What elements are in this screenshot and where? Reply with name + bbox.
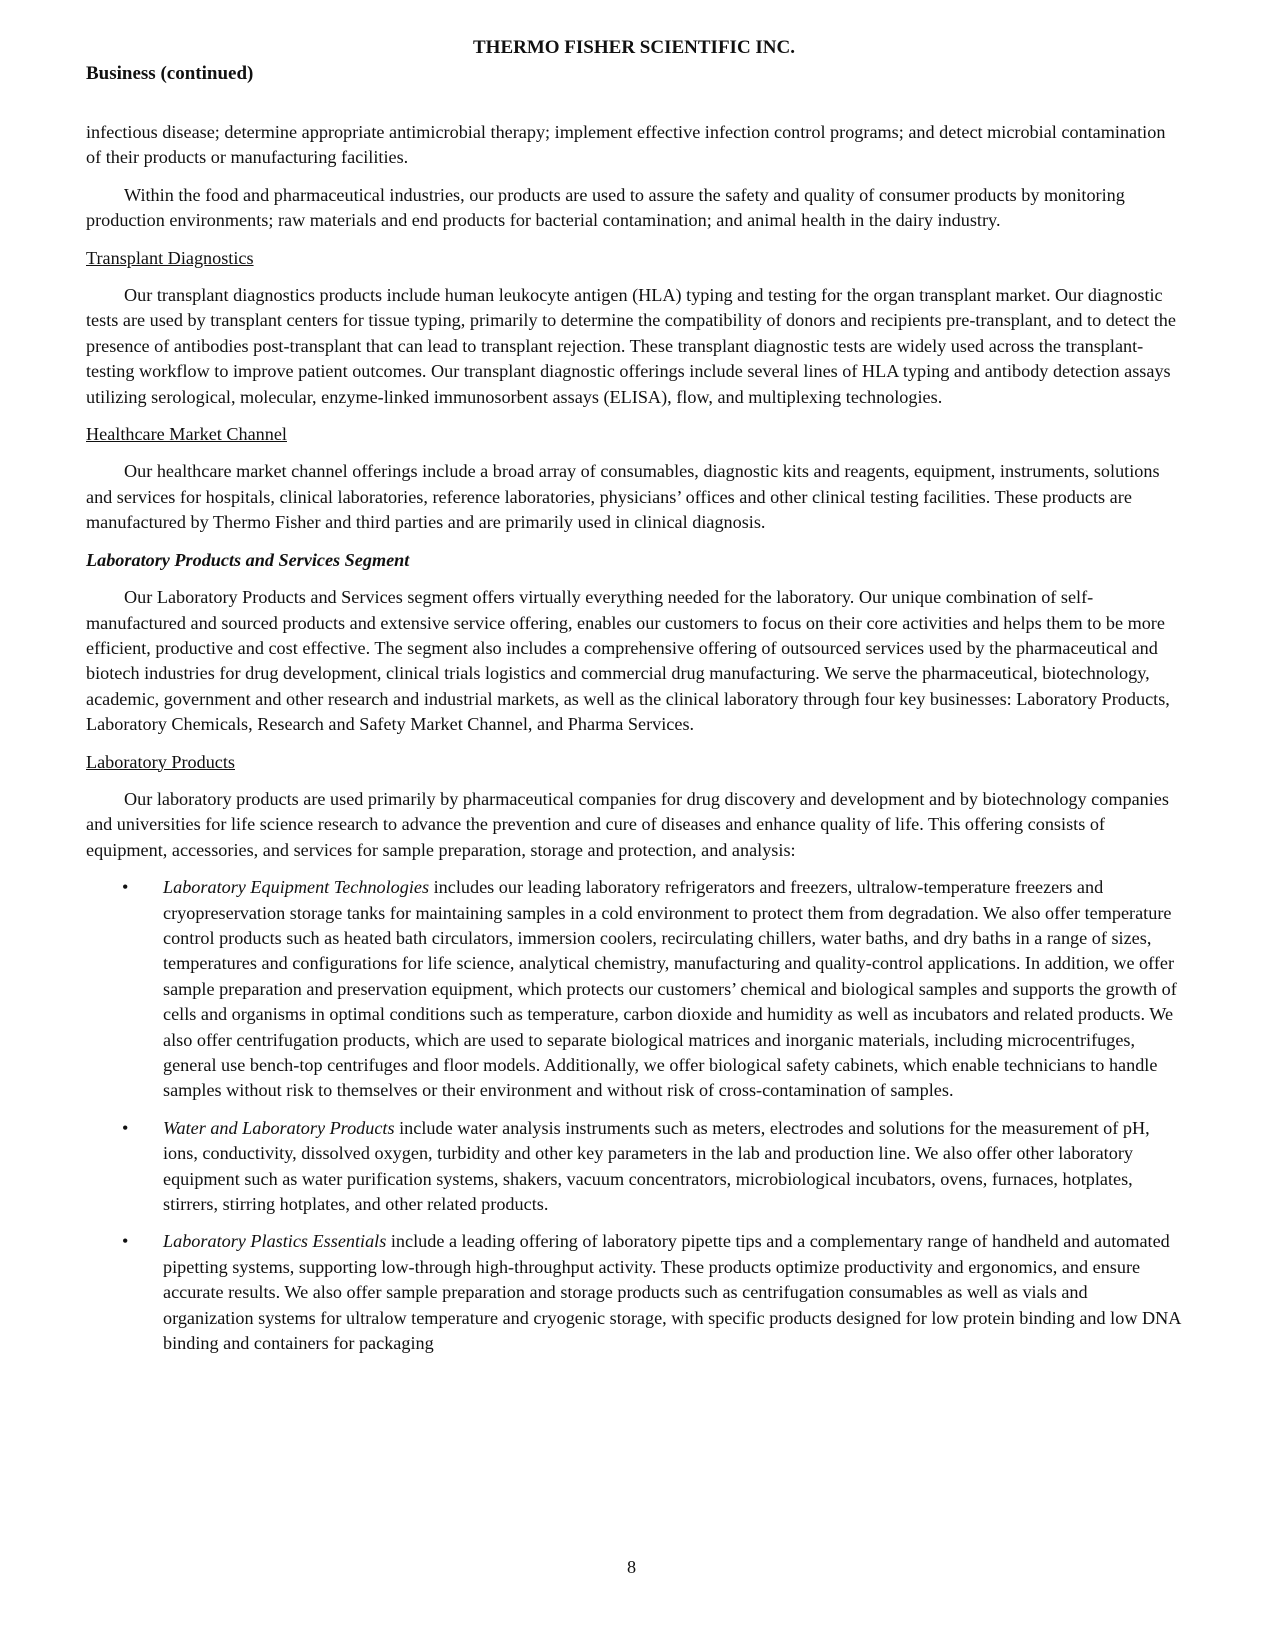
bullet-item-text: includes our leading laboratory refrigerators and freezers, ultralow-temperature freezers and cryopreservation storage tanks for maintaining samples in a cold environment to protect them from degradation. We also offer temperature control products such as heated bath circulators, immersion coolers, recirculating chillers, water baths, and dry baths in a range of sizes, temperatures and configurations for life science, analytical chemistry, manufacturing and quality-control applications. In addition, we offer sample preparation and preservation equipment, which protects our customers’ chemical and biological samples and supports the growth of cells and organisms in optimal conditions such as temperature, carbon dioxide and humidity as well as incubators and related products. We also offer centrifugation products, which are used to separate biological matrices and inorganic materials, including microcentrifuges, general use bench-top centrifuges and floor models. Additionally, we offer biological safety cabinets, which enable technicians to handle samples without risk to themselves or their environment and without risk of cross-contamination of samples.: [163, 877, 1177, 1101]
section-header: Business (continued): [86, 63, 254, 84]
bullet-icon: •: [122, 1117, 129, 1138]
heading-transplant-diagnostics: Transplant Diagnostics: [86, 247, 254, 268]
company-title: THERMO FISHER SCIENTIFIC INC.: [473, 37, 795, 58]
paragraph-laboratory-products-services: Our Laboratory Products and Services segment offers virtually everything needed for the laboratory. Our unique combination of self-manufactured and sourced products and extensive service offering, enables our customers to focus on their core activities and helps them to be more efficient, productive and cost effective. The segment also includes a comprehensive offering of outsourced services used by the pharmaceutical and biotech industries for drug development, clinical trials logistics and commercial drug manufacturing. We serve the pharmaceutical, biotechnology, academic, government and other research and industrial markets, as well as the clinical laboratory through four key businesses: Laboratory Products, Laboratory Chemicals, Research and Safety Market Channel, and Pharma Services.: [86, 587, 1170, 735]
bullet-item-laboratory-plastics-essentials: [86, 1229, 1182, 1356]
document-page: [86, 36, 1182, 1368]
bullet-item-title: Laboratory Plastics Essentials: [163, 1231, 387, 1252]
bullet-icon: •: [122, 1231, 129, 1252]
bullet-item-title: Water and Laboratory Products: [163, 1117, 395, 1138]
product-bullet-list: [86, 875, 1182, 1356]
paragraph-transplant-diagnostics: Our transplant diagnostics products include human leukocyte antigen (HLA) typing and testing for the organ transplant market. Our diagnostic tests are used by transplant centers for tissue typing, primarily to determine the compatibility of donors and recipients pre-transplant, and to detect the presence of antibodies post-transplant that can lead to transplant rejection. These transplant diagnostic tests are widely used across the transplant-testing workflow to improve patient outcomes. Our transplant diagnostic offerings include several lines of HLA typing and antibody detection assays utilizing serological, molecular, enzyme-linked immunosorbent assays (ELISA), flow, and multiplexing technologies.: [86, 285, 1176, 407]
heading-laboratory-products-services-segment: Laboratory Products and Services Segment: [86, 549, 410, 570]
paragraph-laboratory-products: Our laboratory products are used primarily by pharmaceutical companies for drug discovery and development and by biotechnology companies and universities for life science research to advance the prevention and cure of diseases and enhance quality of life. This offering consists of equipment, accessories, and services for sample preparation, storage and protection, and analysis:: [86, 788, 1169, 860]
page-number: 8: [626, 1557, 637, 1577]
bullet-item-water-laboratory-products: [86, 1116, 1182, 1218]
document-body: [86, 120, 1182, 1356]
bullet-icon: •: [122, 877, 129, 898]
bullet-item-text: include a leading offering of laboratory pipette tips and a complementary range of handheld and automated pipetting systems, supporting low-through high-throughput activity. These products optimize productivity and ergonomics, and ensure accurate results. We also offer sample preparation and storage products such as centrifugation consumables as well as vials and organization systems for ultralow temperature and cryogenic storage, with specific products designed for low protein binding and low DNA binding and containers for packaging: [163, 1231, 1181, 1354]
bullet-item-text: include water analysis instruments such as meters, electrodes and solutions for the measurement of pH, ions, conductivity, dissolved oxygen, turbidity and other key parameters in the lab and production line. We also offer other laboratory equipment such as water purification systems, shakers, vacuum concentrators, microbiological incubators, ovens, furnaces, hotplates, stirrers, stirring hotplates, and other related products.: [163, 1117, 1150, 1215]
heading-laboratory-products: Laboratory Products: [86, 751, 235, 772]
bullet-item-title: Laboratory Equipment Technologies: [163, 877, 430, 898]
paragraph-infectious-disease: infectious disease; determine appropriate antimicrobial therapy; implement effective infection control programs; and detect microbial contamination of their products or manufacturing facilities.: [86, 122, 1166, 168]
paragraph-healthcare-market-channel: Our healthcare market channel offerings include a broad array of consumables, diagnostic kits and reagents, equipment, instruments, solutions and services for hospitals, clinical laboratories, reference laboratories, physicians’ offices and other clinical testing facilities. These products are manufactured by Thermo Fisher and third parties and are primarily used in clinical diagnosis.: [86, 461, 1160, 533]
heading-healthcare-market-channel: Healthcare Market Channel: [86, 424, 287, 445]
bullet-item-laboratory-equipment-technologies: [86, 875, 1182, 1104]
paragraph-food-pharma: Within the food and pharmaceutical industries, our products are used to assure the safety and quality of consumer products by monitoring production environments; raw materials and end products for bacterial contamination; and animal health in the dairy industry.: [86, 184, 1125, 231]
